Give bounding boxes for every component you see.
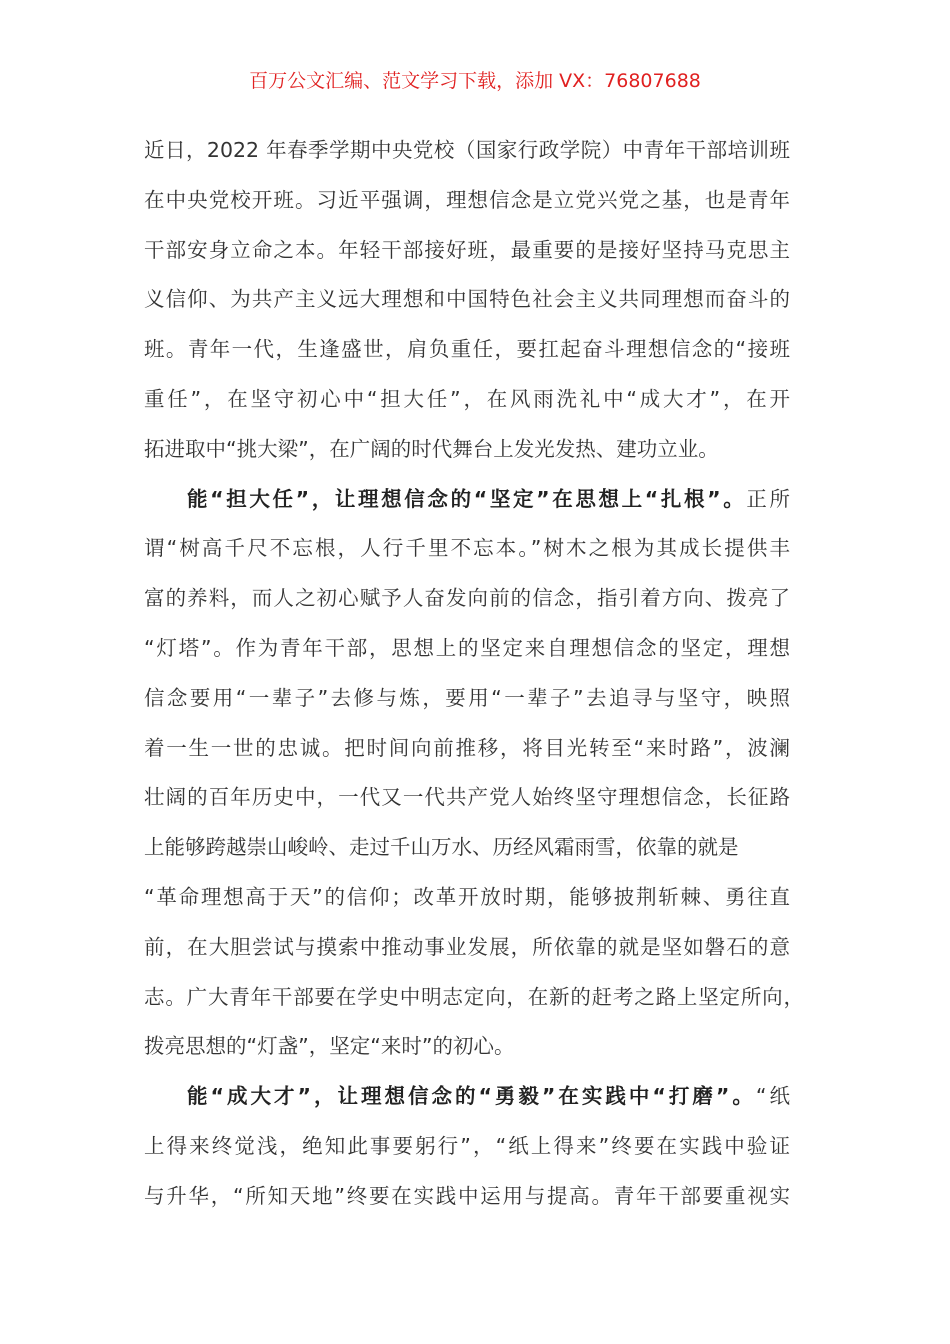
line-text: 信念要用“一辈子”去修与炼，要用“一辈子”去追寻与坚守，映照	[144, 685, 790, 710]
line-text: 前，在大胆尝试与摸索中推动事业发展，所依靠的就是坚如磐石的意	[144, 934, 790, 959]
text-line	[144, 1183, 790, 1209]
line-text: “纸	[755, 1084, 790, 1109]
watermark-header: 百万公文汇编、范文学习下载，添加 VX：76807688	[249, 70, 701, 92]
text-line	[144, 685, 790, 711]
line-text: 富的养料，而人之初心赋予人奋发向前的信念，指引着方向、拨亮了	[144, 586, 790, 611]
text-line	[144, 635, 790, 661]
text-line	[144, 386, 790, 412]
text-line	[144, 187, 790, 213]
text-line	[144, 1033, 790, 1059]
text-line	[144, 834, 790, 860]
text-line	[144, 286, 790, 312]
line-text: “灯塔”。作为青年干部，思想上的坚定来自理想信念的坚定，理想	[144, 636, 790, 660]
line-text: 干部安身立命之本。年轻干部接好班，最重要的是接好坚持马克思主	[144, 237, 790, 262]
text-line	[144, 336, 790, 362]
line-text: 壮阔的百年历史中，一代又一代共产党人始终坚守理想信念，长征路	[144, 785, 790, 810]
line-text: 志。广大青年干部要在学史中明志定向，在新的赶考之路上坚定所向，	[144, 984, 804, 1009]
line-text: 与升华，“所知天地”终要在实践中运用与提高。青年干部要重视实	[144, 1183, 790, 1208]
text-line	[144, 934, 790, 960]
text-line	[144, 884, 790, 910]
bold-heading: 能“担大任”，让理想信念的“坚定”在思想上“扎根”。	[187, 486, 747, 511]
line-text: 在中央党校开班。习近平强调，理想信念是立党兴党之基，也是青年	[144, 187, 790, 212]
line-text: 班。青年一代，生逢盛世，肩负重任，要扛起奋斗理想信念的“接班	[144, 337, 790, 362]
line-text: 谓“树高千尺不忘根，人行千里不忘本。”树木之根为其成长提供丰	[144, 536, 790, 561]
line-text: 正所	[746, 486, 790, 511]
text-line	[144, 1133, 790, 1159]
line-text: 着一生一世的忠诚。把时间向前推移，将目光转至“来时路”，波澜	[144, 735, 790, 760]
text-line	[144, 137, 790, 163]
line-text: 重任”，在坚守初心中“担大任”，在风雨洗礼中“成大才”，在开	[144, 387, 790, 411]
paragraph-heading-line	[144, 486, 790, 512]
text-line	[144, 984, 804, 1010]
bold-heading: 能“成大才”，让理想信念的“勇毅”在实践中“打磨”。	[187, 1084, 756, 1109]
line-text: 近日，2022 年春季学期中央党校（国家行政学院）中青年干部培训班	[144, 138, 790, 162]
text-line	[144, 585, 790, 611]
line-text: 上得来终觉浅，绝知此事要躬行”，“纸上得来”终要在实践中验证	[144, 1134, 790, 1158]
text-line	[144, 436, 790, 462]
line-text: “革命理想高于天”的信仰；改革开放时期，能够披荆斩棘、勇往直	[144, 885, 790, 909]
text-line	[144, 237, 790, 263]
text-line	[144, 535, 790, 561]
line-text: 义信仰、为共产主义远大理想和中国特色社会主义共同理想而奋斗的	[144, 287, 790, 312]
paragraph-heading-line	[144, 1083, 790, 1109]
line-text: 上能够跨越崇山峻岭、走过千山万水、历经风霜雨雪，依靠的就是	[144, 835, 739, 860]
line-text: 拓进取中“挑大梁”，在广阔的时代舞台上发光发热、建功立业。	[144, 436, 719, 461]
line-text: 拨亮思想的“灯盏”，坚定“来时”的初心。	[144, 1034, 515, 1059]
text-line	[144, 784, 790, 810]
text-line	[144, 735, 790, 761]
